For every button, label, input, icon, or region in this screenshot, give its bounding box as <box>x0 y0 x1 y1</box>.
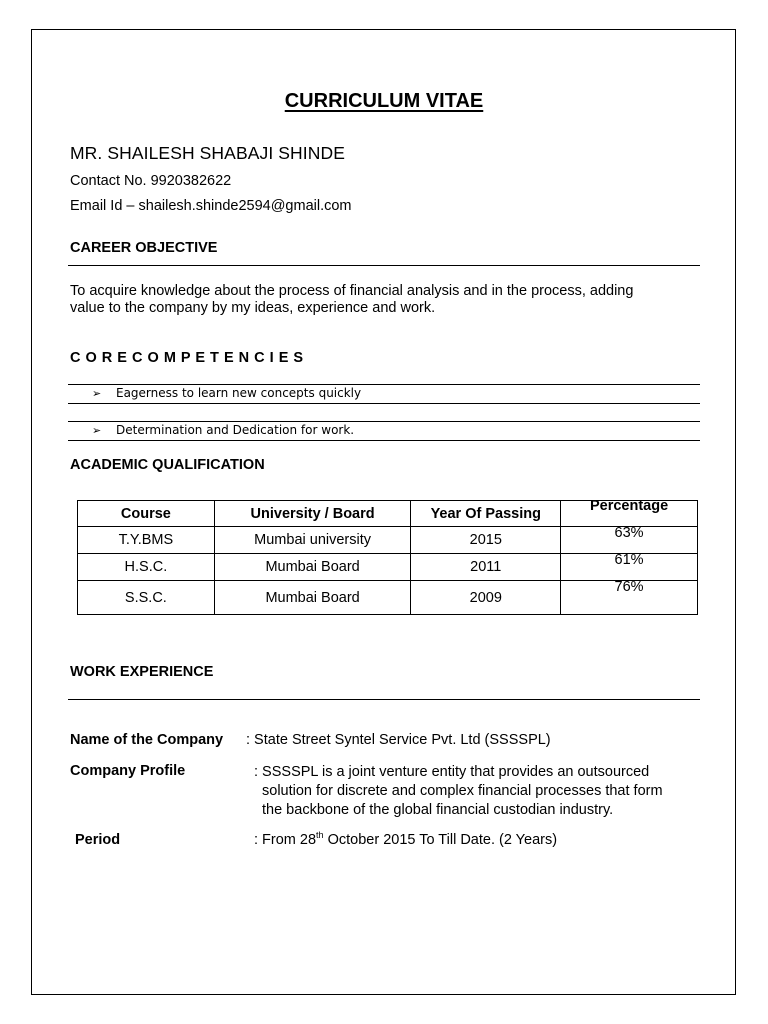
cell-percentage: 63% <box>561 527 698 554</box>
candidate-name: MR. SHAILESH SHABAJI SHINDE <box>70 143 345 163</box>
company-profile-label: Company Profile <box>70 763 186 779</box>
career-objective-line-2: value to the company by my ideas, experience and work. <box>70 300 436 316</box>
email-address: Email Id – shailesh.shinde2594@gmail.com <box>70 198 352 214</box>
column-header-university: University / Board <box>214 501 411 527</box>
cell-university: Mumbai Board <box>214 581 411 615</box>
competency-item-2 <box>92 423 354 437</box>
competency-text: Eagerness to learn new concepts quickly <box>116 386 362 400</box>
table-row <box>78 527 698 554</box>
arrow-bullet-icon: ➢ <box>92 387 102 400</box>
cell-year: 2009 <box>411 581 561 615</box>
document-title: CURRICULUM VITAE <box>284 90 484 112</box>
work-experience-divider <box>68 699 700 700</box>
company-profile-value <box>254 763 663 820</box>
company-name-value: : State Street Syntel Service Pvt. Ltd (SSSSPL) <box>246 732 551 748</box>
core-competencies-heading: C O R E C O M P E T E N C I E S <box>70 350 304 366</box>
cell-course: H.S.C. <box>78 554 215 581</box>
career-objective-text <box>70 283 710 317</box>
cell-year: 2011 <box>411 554 561 581</box>
cell-course: T.Y.BMS <box>78 527 215 554</box>
competencies-divider-3 <box>68 421 700 422</box>
company-profile-line-3: the backbone of the global financial custodian industry. <box>262 802 614 818</box>
academic-table <box>77 500 698 615</box>
competencies-divider-2 <box>68 403 700 404</box>
period-value: : From 28th October 2015 To Till Date. (2 Years) <box>254 830 558 848</box>
career-objective-divider <box>68 265 700 266</box>
academic-heading: ACADEMIC QUALIFICATION <box>70 457 265 473</box>
column-header-year: Year Of Passing <box>411 501 561 527</box>
arrow-bullet-icon: ➢ <box>92 424 102 437</box>
company-name-label: Name of the Company <box>70 732 224 748</box>
competency-text: Determination and Dedication for work. <box>116 423 355 437</box>
table-row <box>78 554 698 581</box>
cell-year: 2015 <box>411 527 561 554</box>
cell-percentage: 61% <box>561 554 698 581</box>
career-objective-line-1: To acquire knowledge about the process of financial analysis and in the process, adding <box>70 283 634 299</box>
cell-percentage: 76% <box>561 581 698 615</box>
competencies-divider-1 <box>68 384 700 385</box>
column-header-course: Course <box>78 501 215 527</box>
period-label: Period <box>75 832 121 848</box>
cell-course: S.S.C. <box>78 581 215 615</box>
career-objective-heading: CAREER OBJECTIVE <box>70 240 218 256</box>
cell-university: Mumbai university <box>214 527 411 554</box>
company-profile-line-1: : SSSSPL is a joint venture entity that provides an outsourced <box>254 764 650 780</box>
competency-item-1 <box>92 386 361 400</box>
table-header-row <box>78 501 698 527</box>
cell-university: Mumbai Board <box>214 554 411 581</box>
table-row <box>78 581 698 615</box>
work-experience-heading: WORK EXPERIENCE <box>70 664 214 680</box>
company-profile-line-2: solution for discrete and complex financial processes that form <box>262 783 663 799</box>
contact-number: Contact No. 9920382622 <box>70 173 232 189</box>
competencies-divider-4 <box>68 440 700 441</box>
column-header-percentage: Percentage <box>561 501 698 527</box>
